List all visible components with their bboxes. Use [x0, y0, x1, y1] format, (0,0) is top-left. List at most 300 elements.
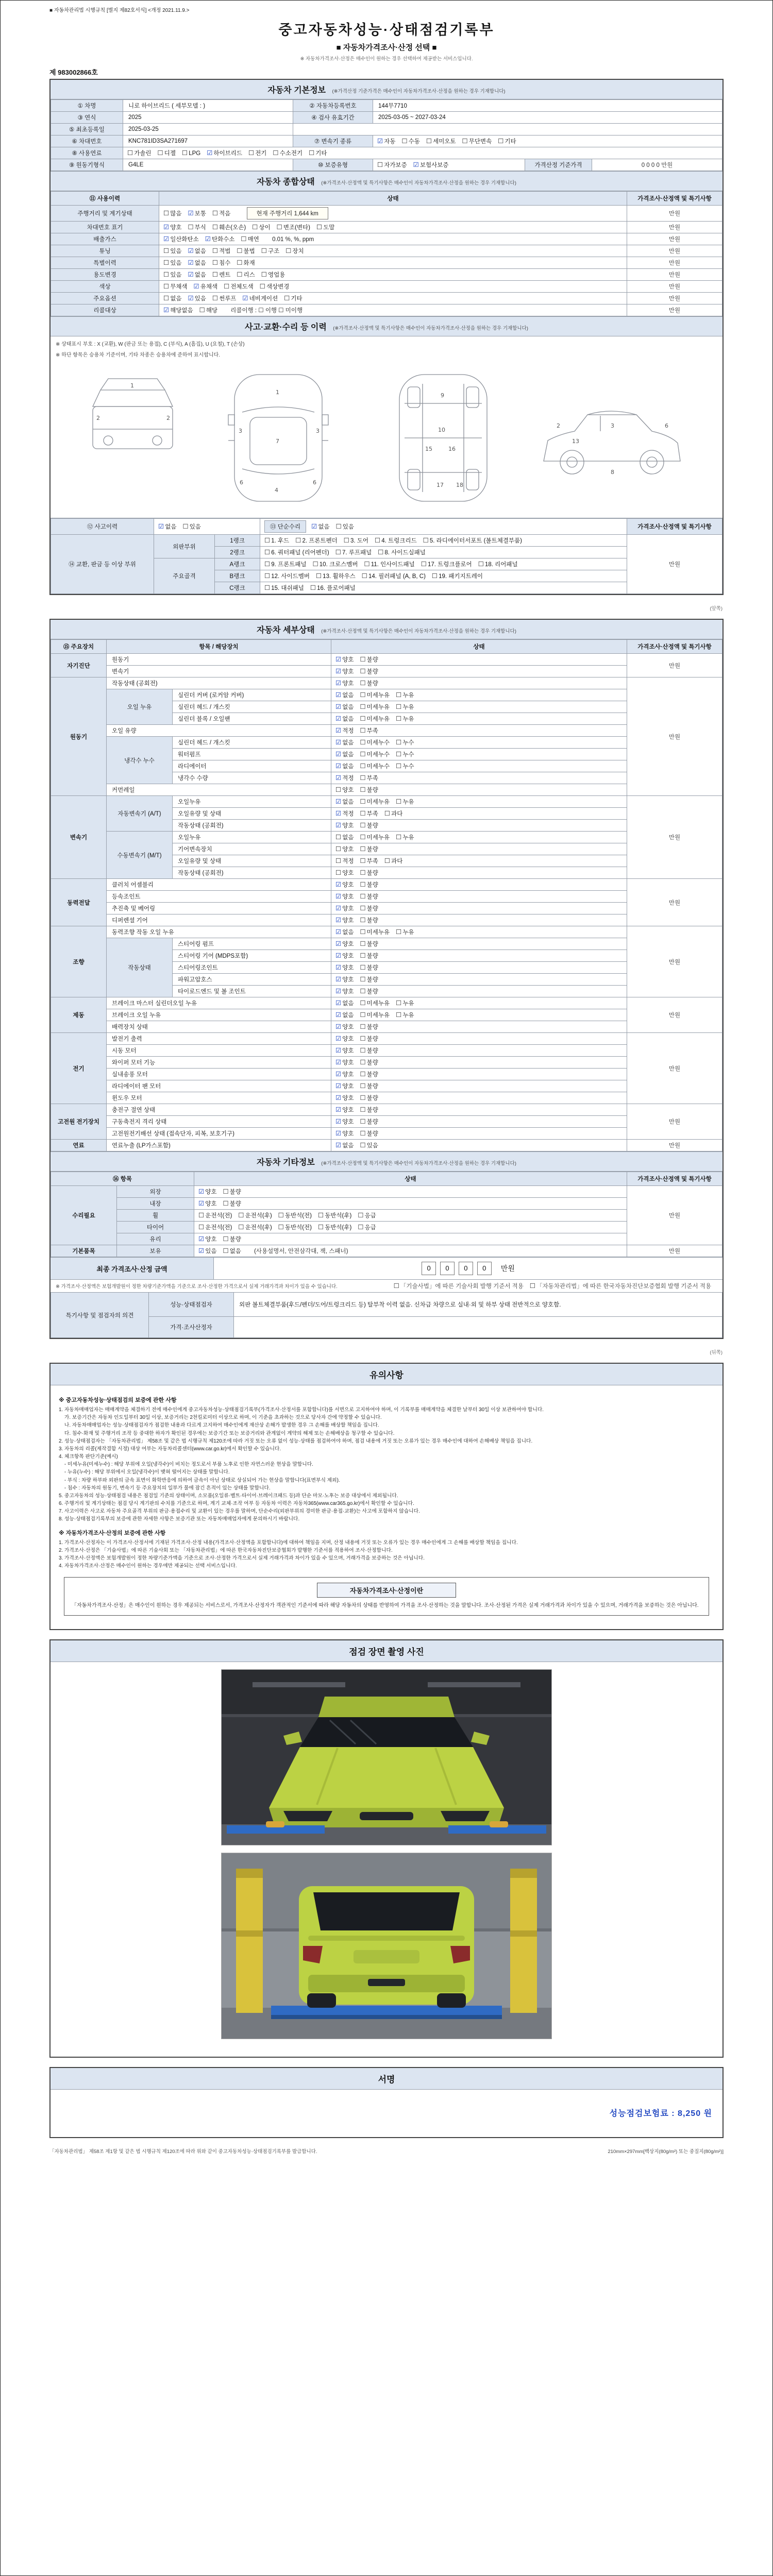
- checkbox-unchecked[interactable]: [360, 929, 390, 936]
- field-label: ⑨ 원동기형식: [51, 159, 123, 171]
- checkbox-unchecked[interactable]: [223, 1236, 241, 1243]
- checkbox-unchecked[interactable]: [378, 550, 426, 556]
- checkbox-unchecked[interactable]: [198, 1225, 232, 1231]
- checkbox-icon: ☐: [259, 283, 265, 290]
- checkbox-unchecked[interactable]: [396, 740, 414, 746]
- checkbox-unchecked[interactable]: [212, 260, 230, 266]
- checkbox-unchecked[interactable]: [384, 858, 402, 865]
- row-label: 튜닝: [51, 245, 159, 257]
- title-block: [49, 19, 724, 62]
- price-appraisal-definition-box: [64, 1577, 709, 1616]
- checkbox-label: 양호: [342, 882, 354, 888]
- checkbox-checked[interactable]: [335, 953, 354, 959]
- checkbox-icon: ☑: [335, 810, 342, 817]
- checkbox-unchecked[interactable]: [344, 538, 368, 544]
- checkbox-checked[interactable]: [335, 1143, 354, 1149]
- checkbox-checked[interactable]: [335, 1024, 354, 1030]
- checkbox-icon: ☐: [157, 149, 163, 157]
- checkbox-unchecked[interactable]: [360, 1131, 378, 1137]
- checkbox-label: 누수: [402, 740, 414, 746]
- checkbox-unchecked[interactable]: [360, 1048, 378, 1054]
- checkbox-unchecked[interactable]: [360, 657, 378, 663]
- checkbox-checked[interactable]: [335, 657, 354, 663]
- row-label: 주요옵션: [51, 293, 159, 304]
- price-digit: 0: [422, 1262, 436, 1275]
- checkbox-checked[interactable]: [335, 704, 354, 710]
- checkbox-label: 없음: [229, 1248, 241, 1255]
- checkbox-unchecked[interactable]: [358, 1213, 376, 1219]
- checkbox-label: 누유: [402, 799, 414, 805]
- checkbox-unchecked[interactable]: [261, 272, 285, 278]
- checkbox-unchecked[interactable]: [238, 1213, 272, 1219]
- checkbox-unchecked[interactable]: [360, 704, 390, 710]
- checkbox-unchecked[interactable]: [421, 562, 472, 568]
- checkbox-unchecked[interactable]: [401, 139, 419, 145]
- checkbox-label: 운전석(전): [205, 1225, 232, 1231]
- checkbox-checked[interactable]: [335, 1060, 354, 1066]
- checkbox-unchecked[interactable]: [394, 1283, 524, 1290]
- checkbox-checked[interactable]: [311, 524, 329, 530]
- checkbox-checked[interactable]: [198, 1189, 216, 1195]
- checkbox-checked[interactable]: [335, 941, 354, 947]
- checkbox-checked[interactable]: [335, 1036, 354, 1042]
- checkbox-unchecked[interactable]: [261, 248, 279, 255]
- checkbox-checked[interactable]: [335, 894, 354, 900]
- checkbox-checked[interactable]: [335, 740, 354, 746]
- checkbox-unchecked[interactable]: [278, 1225, 312, 1231]
- checkbox-label: 해당: [206, 308, 218, 314]
- checkbox-unchecked[interactable]: [188, 225, 206, 231]
- checkbox-label: 7. 루프패널: [342, 550, 372, 556]
- checkbox-unchecked[interactable]: [360, 918, 378, 924]
- checkbox-unchecked[interactable]: [462, 139, 492, 145]
- state-checks: [331, 855, 627, 867]
- state-checks: [331, 689, 627, 701]
- checkbox-unchecked[interactable]: [198, 1213, 232, 1219]
- checkbox-checked[interactable]: [335, 716, 354, 722]
- table-row: [51, 784, 722, 796]
- checkbox-unchecked[interactable]: [182, 524, 200, 530]
- checkbox-unchecked[interactable]: [295, 538, 338, 544]
- checkbox-checked[interactable]: [188, 296, 206, 302]
- checkbox-checked[interactable]: [335, 929, 354, 936]
- checkbox-unchecked[interactable]: [360, 1143, 378, 1149]
- checkbox-checked[interactable]: [335, 681, 354, 687]
- checkbox-icon: ☐: [199, 307, 205, 314]
- checkbox-unchecked[interactable]: [309, 150, 327, 157]
- checkbox-unchecked[interactable]: [238, 1225, 272, 1231]
- checkbox-checked[interactable]: [335, 882, 354, 888]
- checkbox-checked[interactable]: [188, 260, 206, 266]
- item-label: 변속기: [107, 666, 331, 677]
- base-price-value: 0 0 0 0 만원: [592, 159, 722, 171]
- page-footer: [49, 2147, 724, 2155]
- checkbox-icon: ☐: [264, 584, 271, 591]
- row-label: 특별이력: [51, 257, 159, 269]
- checkbox-unchecked[interactable]: [360, 692, 390, 699]
- checkbox-unchecked[interactable]: [360, 858, 378, 865]
- checkbox-unchecked[interactable]: [360, 989, 378, 995]
- checkbox-checked[interactable]: [335, 965, 354, 971]
- checkbox-unchecked[interactable]: [360, 752, 390, 758]
- checkbox-unchecked[interactable]: [318, 1213, 351, 1219]
- checkbox-icon: ☐: [163, 271, 170, 278]
- checkbox-unchecked[interactable]: [396, 799, 414, 805]
- checkbox-unchecked[interactable]: [163, 272, 181, 278]
- checkbox-checked[interactable]: [335, 1131, 354, 1137]
- checkbox-unchecked[interactable]: [241, 236, 259, 243]
- checkbox-unchecked[interactable]: [277, 225, 310, 231]
- checkbox-unchecked[interactable]: [377, 162, 407, 168]
- svg-text:18: 18: [456, 482, 463, 488]
- checkbox-checked[interactable]: [413, 162, 449, 168]
- checkbox-unchecked[interactable]: [163, 260, 181, 266]
- checkbox-unchecked[interactable]: [335, 787, 354, 793]
- checkbox-unchecked[interactable]: [264, 550, 329, 556]
- checkbox-unchecked[interactable]: [252, 225, 270, 231]
- checkbox-icon: ☐: [224, 283, 230, 290]
- page-mark: (뒤쪽): [710, 1350, 722, 1355]
- checkbox-checked[interactable]: [335, 918, 354, 924]
- checkbox-unchecked[interactable]: [360, 1119, 378, 1125]
- checkbox-icon: ☐: [360, 1023, 366, 1030]
- checkbox-unchecked[interactable]: [360, 799, 390, 805]
- checkbox-icon: ☐: [364, 561, 370, 568]
- checkbox-checked[interactable]: [198, 1248, 216, 1255]
- checkbox-icon: ☑: [335, 1082, 342, 1090]
- inspection-fee: [610, 2107, 712, 2119]
- checkbox-checked[interactable]: [335, 811, 354, 817]
- checkbox-unchecked[interactable]: [182, 150, 200, 157]
- checkbox-unchecked[interactable]: [336, 524, 354, 530]
- vehicle-diagram-svg: [64, 363, 709, 513]
- checkbox-icon: ☐: [360, 928, 366, 936]
- checkbox-label: 13. 휠하우스: [323, 573, 356, 580]
- checkbox-icon: ☐: [198, 1224, 205, 1231]
- price-cell: 만원: [627, 1245, 722, 1257]
- checkbox-unchecked[interactable]: [223, 1248, 241, 1255]
- checkbox-icon: ☐: [360, 988, 366, 995]
- table-row: [51, 1033, 722, 1045]
- item-label: 파워고압호스: [173, 974, 331, 986]
- checkbox-unchecked[interactable]: [360, 1072, 378, 1078]
- checkbox-unchecked[interactable]: [360, 1024, 378, 1030]
- checkbox-unchecked[interactable]: [316, 225, 334, 231]
- checkbox-unchecked[interactable]: [360, 823, 378, 829]
- checkbox-unchecked[interactable]: [426, 139, 456, 145]
- checkbox-unchecked[interactable]: [335, 835, 354, 841]
- checkbox-unchecked[interactable]: [360, 1060, 378, 1066]
- checkbox-checked[interactable]: [188, 248, 206, 255]
- checkbox-unchecked[interactable]: [163, 284, 188, 290]
- checkbox-icon: ☐: [421, 561, 427, 568]
- checkbox-unchecked[interactable]: [264, 573, 310, 580]
- checkbox-unchecked[interactable]: [432, 573, 483, 580]
- checkbox-checked[interactable]: [163, 236, 199, 243]
- checkbox-unchecked[interactable]: [360, 977, 378, 983]
- state-checks: [331, 926, 627, 938]
- checkbox-unchecked[interactable]: [360, 728, 378, 734]
- checkbox-unchecked[interactable]: [360, 764, 390, 770]
- checkbox-unchecked[interactable]: [318, 1225, 351, 1231]
- checkbox-unchecked[interactable]: [375, 538, 417, 544]
- checkbox-unchecked[interactable]: [212, 225, 246, 231]
- checkbox-unchecked[interactable]: [237, 260, 255, 266]
- checkbox-unchecked[interactable]: [360, 787, 378, 793]
- checkbox-icon: ☑: [335, 751, 342, 758]
- checkbox-unchecked[interactable]: [310, 585, 356, 591]
- checkbox-checked[interactable]: [335, 1119, 354, 1125]
- checkbox-label: 불량: [366, 989, 378, 995]
- checkbox-unchecked[interactable]: [396, 1012, 414, 1019]
- checkbox-checked[interactable]: [188, 272, 206, 278]
- checkbox-unchecked[interactable]: [163, 296, 181, 302]
- checkbox-unchecked[interactable]: [360, 894, 378, 900]
- checkbox-label: 매연: [247, 236, 259, 243]
- checkbox-unchecked[interactable]: [360, 906, 378, 912]
- checkbox-unchecked[interactable]: [360, 1001, 390, 1007]
- checkbox-unchecked[interactable]: [158, 150, 176, 157]
- checkbox-icon: ☐: [278, 1224, 284, 1231]
- checkbox-unchecked[interactable]: [313, 562, 358, 568]
- checkbox-checked[interactable]: [198, 1236, 216, 1243]
- checkbox-checked[interactable]: [335, 728, 354, 734]
- rank2-items: [260, 547, 627, 558]
- checkbox-unchecked[interactable]: [360, 681, 378, 687]
- checkbox-unchecked[interactable]: [264, 562, 307, 568]
- checkbox-label: 적정: [342, 858, 354, 865]
- checkbox-label: 없음: [318, 524, 330, 530]
- checkbox-unchecked[interactable]: [199, 308, 217, 314]
- checkbox-unchecked[interactable]: [264, 538, 289, 544]
- checkbox-unchecked[interactable]: [237, 248, 255, 255]
- checkbox-unchecked[interactable]: [360, 1107, 378, 1113]
- checkbox-icon: ☐: [396, 762, 402, 770]
- checkbox-unchecked[interactable]: [223, 1189, 241, 1195]
- checkbox-unchecked[interactable]: [224, 284, 254, 290]
- checkbox-icon: ☐: [276, 224, 282, 231]
- checkbox-checked[interactable]: [335, 764, 354, 770]
- checkbox-icon: ☐: [478, 561, 484, 568]
- checkbox-icon: ☐: [264, 561, 271, 568]
- checkbox-unchecked[interactable]: [360, 669, 378, 675]
- checkbox-unchecked[interactable]: [423, 538, 522, 544]
- checkbox-label: 있음: [342, 524, 355, 530]
- field-label: ② 자동차등록번호: [293, 100, 373, 112]
- checkbox-label: 없음: [342, 1012, 354, 1019]
- vehicle-type-legend: ※ 하단 항목은 승용차 기준이며, 기타 차종은 승용차에 준하여 표시합니다.: [56, 352, 221, 358]
- notice-item: 나. 자동차매매업자는 성능·상태점검자가 점검한 내용과 다르게 고지하여 매수인에게 재산상 손해가 발생한 경우 그 손해를 배상할 책임을 집니다.: [59, 1422, 379, 1429]
- checkbox-unchecked[interactable]: [316, 573, 356, 580]
- checkbox-label: 썬루프: [219, 296, 237, 302]
- photos-box: [49, 1639, 724, 2058]
- price-cell: 만원: [627, 222, 722, 233]
- checkbox-unchecked[interactable]: [163, 211, 181, 217]
- state-checks: [331, 1033, 627, 1045]
- checkbox-unchecked[interactable]: [530, 1283, 711, 1290]
- checkbox-unchecked[interactable]: [212, 211, 230, 217]
- checkbox-label: 불량: [366, 953, 378, 959]
- checkbox-unchecked[interactable]: [396, 929, 414, 936]
- checkbox-checked[interactable]: [377, 139, 395, 145]
- checkbox-icon: ☑: [335, 976, 342, 983]
- checkbox-unchecked[interactable]: [248, 150, 266, 157]
- checkbox-icon: ☑: [158, 523, 164, 530]
- checkbox-unchecked[interactable]: [212, 272, 230, 278]
- checkbox-unchecked[interactable]: [260, 284, 290, 290]
- checkbox-icon: ☐: [396, 798, 402, 805]
- checkbox-label: LPG: [189, 150, 201, 157]
- checkbox-checked[interactable]: [163, 308, 193, 314]
- checkbox-label: 적음: [219, 211, 231, 217]
- checkbox-checked[interactable]: [335, 1072, 354, 1078]
- price-cell: 만원: [627, 926, 722, 997]
- checkbox-checked[interactable]: [335, 1048, 354, 1054]
- checkbox-checked[interactable]: [335, 1001, 354, 1007]
- checkbox-checked[interactable]: [335, 1095, 354, 1101]
- checkbox-unchecked[interactable]: [360, 941, 378, 947]
- item-label: 타이로드엔드 및 볼 조인트: [173, 986, 331, 997]
- checkbox-unchecked[interactable]: [360, 882, 378, 888]
- checkbox-label: 불량: [366, 669, 378, 675]
- checkbox-unchecked[interactable]: [396, 704, 414, 710]
- checkbox-unchecked[interactable]: [396, 1001, 414, 1007]
- price-cell: 만원: [627, 1186, 722, 1245]
- checkbox-unchecked[interactable]: [360, 740, 390, 746]
- checkbox-checked[interactable]: [335, 823, 354, 829]
- section-box-1: [49, 79, 724, 595]
- checkbox-label: 양호: [342, 965, 354, 971]
- checkbox-checked[interactable]: [335, 692, 354, 699]
- checkbox-unchecked[interactable]: [273, 150, 303, 157]
- checkbox-unchecked[interactable]: [364, 562, 415, 568]
- checkbox-unchecked[interactable]: [362, 573, 426, 580]
- inspection-photo-rear: [221, 1853, 552, 2039]
- checkbox-checked[interactable]: [163, 225, 181, 231]
- final-price-row: [51, 1257, 722, 1279]
- checkbox-checked[interactable]: [335, 752, 354, 758]
- checkbox-unchecked[interactable]: [360, 775, 378, 782]
- checkbox-label: 양호: [342, 657, 354, 663]
- checkbox-icon: ☑: [198, 1200, 205, 1207]
- checkbox-unchecked[interactable]: [396, 716, 414, 722]
- checkbox-unchecked[interactable]: [360, 716, 390, 722]
- checkbox-checked[interactable]: [335, 977, 354, 983]
- checkbox-unchecked[interactable]: [360, 1095, 378, 1101]
- checkbox-unchecked[interactable]: [335, 550, 372, 556]
- item-label: 배력장치 상태: [107, 1021, 331, 1033]
- checkbox-unchecked[interactable]: [360, 965, 378, 971]
- checkbox-unchecked[interactable]: [212, 248, 230, 255]
- checkbox-icon: ☐: [396, 999, 402, 1007]
- checkbox-unchecked[interactable]: [498, 139, 516, 145]
- checkbox-unchecked[interactable]: [360, 846, 378, 853]
- checkbox-unchecked[interactable]: [360, 811, 378, 817]
- checkbox-unchecked[interactable]: [335, 870, 354, 876]
- detail-title-note: (※가격조사·산정액 및 특기사항은 매수인이 자동차가격조사·산정을 원하는 경우 기재합니다): [321, 629, 516, 634]
- table-row: [51, 100, 722, 112]
- checkbox-icon: ☐: [360, 940, 366, 947]
- checkbox-unchecked[interactable]: [278, 1213, 312, 1219]
- checkbox-checked[interactable]: [158, 524, 176, 530]
- checkbox-checked[interactable]: [242, 296, 278, 302]
- checkbox-unchecked[interactable]: [396, 692, 414, 699]
- checkbox-checked[interactable]: [198, 1201, 216, 1207]
- checkbox-unchecked[interactable]: [360, 1036, 378, 1042]
- checkbox-checked[interactable]: [207, 150, 242, 157]
- checkbox-label: 양호: [342, 1107, 354, 1113]
- checkbox-checked[interactable]: [188, 211, 206, 217]
- checkbox-checked[interactable]: [335, 799, 354, 805]
- checkbox-label: 누유: [402, 835, 414, 841]
- svg-text:6: 6: [313, 479, 316, 486]
- checkbox-unchecked[interactable]: [360, 1012, 390, 1019]
- checkbox-checked[interactable]: [205, 236, 235, 243]
- checkbox-unchecked[interactable]: [284, 296, 302, 302]
- checkbox-label: 양호: [342, 870, 354, 876]
- checkbox-unchecked[interactable]: [212, 296, 237, 302]
- checkbox-unchecked[interactable]: [384, 811, 402, 817]
- checkbox-icon: ☐: [396, 739, 402, 746]
- checkbox-unchecked[interactable]: [360, 835, 390, 841]
- checkbox-unchecked[interactable]: [358, 1225, 376, 1231]
- checkbox-unchecked[interactable]: [335, 858, 354, 865]
- checkbox-checked[interactable]: [335, 669, 354, 675]
- checkbox-checked[interactable]: [335, 1107, 354, 1113]
- checkbox-label: 「자동차관리법」에 따른 한국자동차진단보증협회 발행 기준서 적용: [536, 1283, 711, 1290]
- accident-history-label: ⑫ 사고이력: [51, 519, 154, 535]
- checkbox-unchecked[interactable]: [478, 562, 518, 568]
- checkbox-icon: ☑: [377, 138, 383, 145]
- checkbox-unchecked[interactable]: [360, 1083, 378, 1090]
- checkbox-unchecked[interactable]: [396, 835, 414, 841]
- checkbox-unchecked[interactable]: [127, 150, 152, 157]
- svg-text:3: 3: [611, 422, 614, 429]
- checkbox-unchecked[interactable]: [237, 272, 255, 278]
- checkbox-label: 불량: [366, 977, 378, 983]
- checkbox-unchecked[interactable]: [163, 248, 181, 255]
- checkbox-unchecked[interactable]: [396, 752, 414, 758]
- checkbox-label: 있음: [205, 1248, 217, 1255]
- checkbox-unchecked[interactable]: [360, 870, 378, 876]
- checkbox-unchecked[interactable]: [335, 846, 354, 853]
- checkbox-checked[interactable]: [335, 906, 354, 912]
- checkbox-icon: ☐: [423, 537, 429, 544]
- checkbox-icon: ☐: [198, 1212, 205, 1219]
- checkbox-checked[interactable]: [335, 989, 354, 995]
- checkbox-unchecked[interactable]: [396, 764, 414, 770]
- checkbox-unchecked[interactable]: [223, 1201, 241, 1207]
- col-header: 항목 / 해당장치: [107, 640, 331, 654]
- checkbox-unchecked[interactable]: [360, 953, 378, 959]
- notice-section2-items: [59, 1539, 714, 1570]
- col-header: ⑮ 주요장치: [51, 640, 107, 654]
- checkbox-checked[interactable]: [335, 1012, 354, 1019]
- checkbox-label: 누유: [402, 1012, 414, 1019]
- price-cell: 만원: [627, 245, 722, 257]
- checkbox-checked[interactable]: [194, 284, 218, 290]
- checkbox-unchecked[interactable]: [264, 585, 304, 591]
- checkbox-checked[interactable]: [335, 1083, 354, 1090]
- checkbox-checked[interactable]: [335, 775, 354, 782]
- recall-checks: [163, 308, 224, 314]
- checkbox-unchecked[interactable]: [285, 248, 304, 255]
- checkbox-icon: ☐: [181, 149, 188, 157]
- state-checks: [331, 737, 627, 749]
- table-row: [51, 1198, 722, 1210]
- table-row: [51, 281, 722, 293]
- state-checks: [331, 808, 627, 820]
